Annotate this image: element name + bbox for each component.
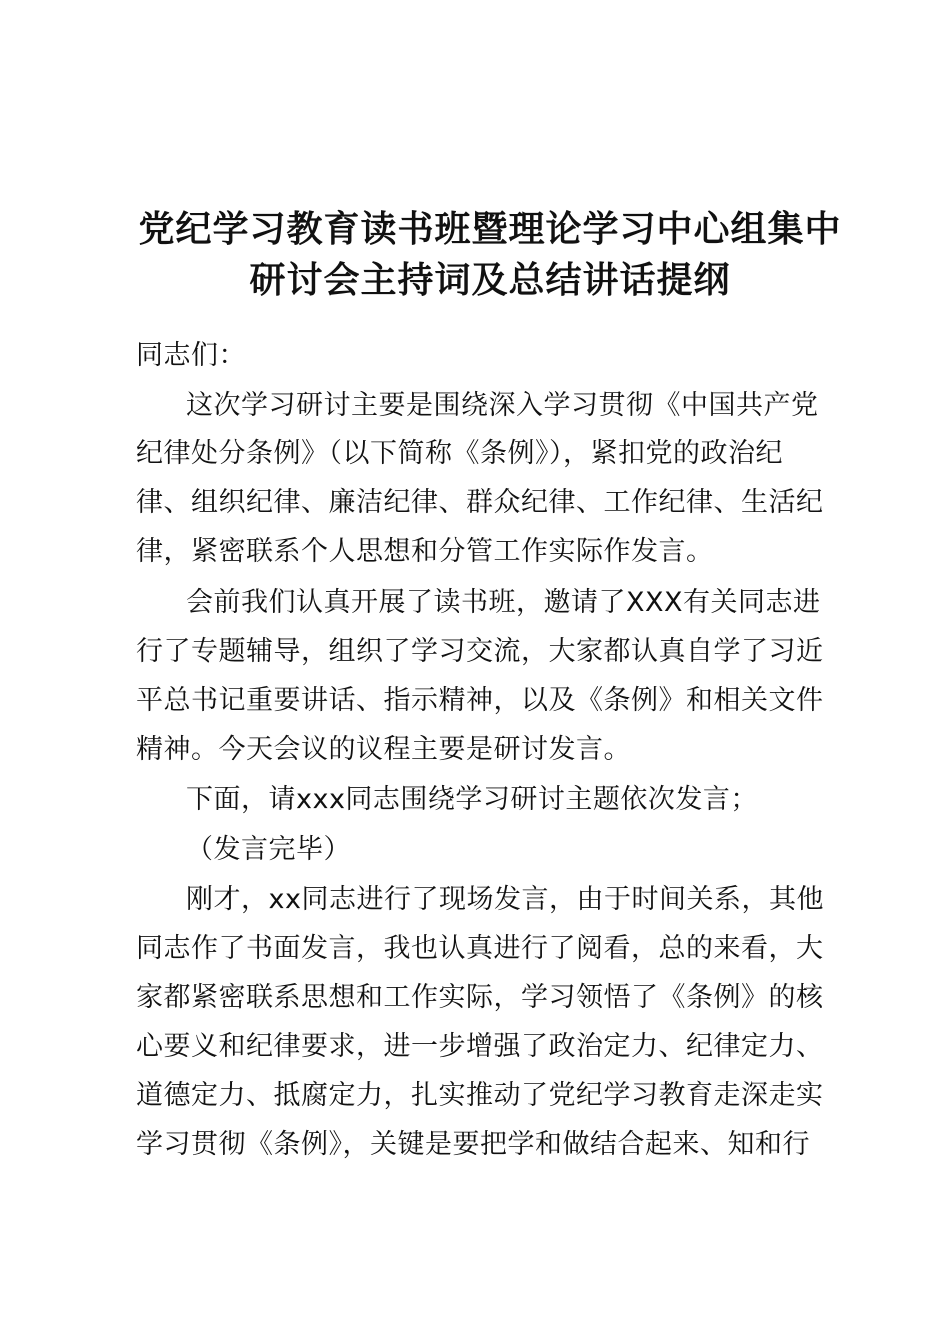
document-title-line-1: 党纪学习教育读书班暨理论学习中心组集中 xyxy=(138,209,842,250)
body-line: 道德定力、抵腐定力，扎实推动了党纪学习教育走深走实 xyxy=(136,1080,824,1111)
body-line: 心要义和纪律要求，进一步增强了政治定力、纪律定力、 xyxy=(136,1031,824,1062)
body-line: 纪律处分条例》（以下简称《条例》），紧扣党的政治纪 xyxy=(136,438,783,469)
body-line: 这次学习研讨主要是围绕深入学习贯彻《中国共产党 xyxy=(186,390,819,421)
body-line: 律，紧密联系个人思想和分管工作实际作发言。 xyxy=(136,536,714,567)
body-line: 家都紧密联系思想和工作实际，学习领悟了《条例》的核 xyxy=(136,982,824,1013)
document-title-line-2: 研讨会主持词及总结讲话提纲 xyxy=(249,260,731,301)
body-line: 同志作了书面发言，我也认真进行了阅看，总的来看，大 xyxy=(136,933,824,964)
body-line: 精神。今天会议的议程主要是研讨发言。 xyxy=(136,734,631,765)
body-line: 下面，请xxx同志围绕学习研讨主题依次发言； xyxy=(186,784,758,815)
body-line: 学习贯彻《条例》，关键是要把学和做结合起来、知和行 xyxy=(136,1129,810,1160)
body-line: 刚才，xx同志进行了现场发言，由于时间关系，其他 xyxy=(186,884,824,915)
body-line: 律、组织纪律、廉洁纪律、群众纪律、工作纪律、生活纪 xyxy=(136,487,824,518)
body-line: 行了专题辅导，组织了学习交流，大家都认真自学了习近 xyxy=(136,636,824,667)
body-line: 平总书记重要讲话、指示精神，以及《条例》和相关文件 xyxy=(136,685,824,716)
salutation: 同志们： xyxy=(136,340,246,371)
body-line: （发言完毕） xyxy=(186,834,351,865)
body-line: 会前我们认真开展了读书班，邀请了XXX有关同志进 xyxy=(186,587,821,618)
